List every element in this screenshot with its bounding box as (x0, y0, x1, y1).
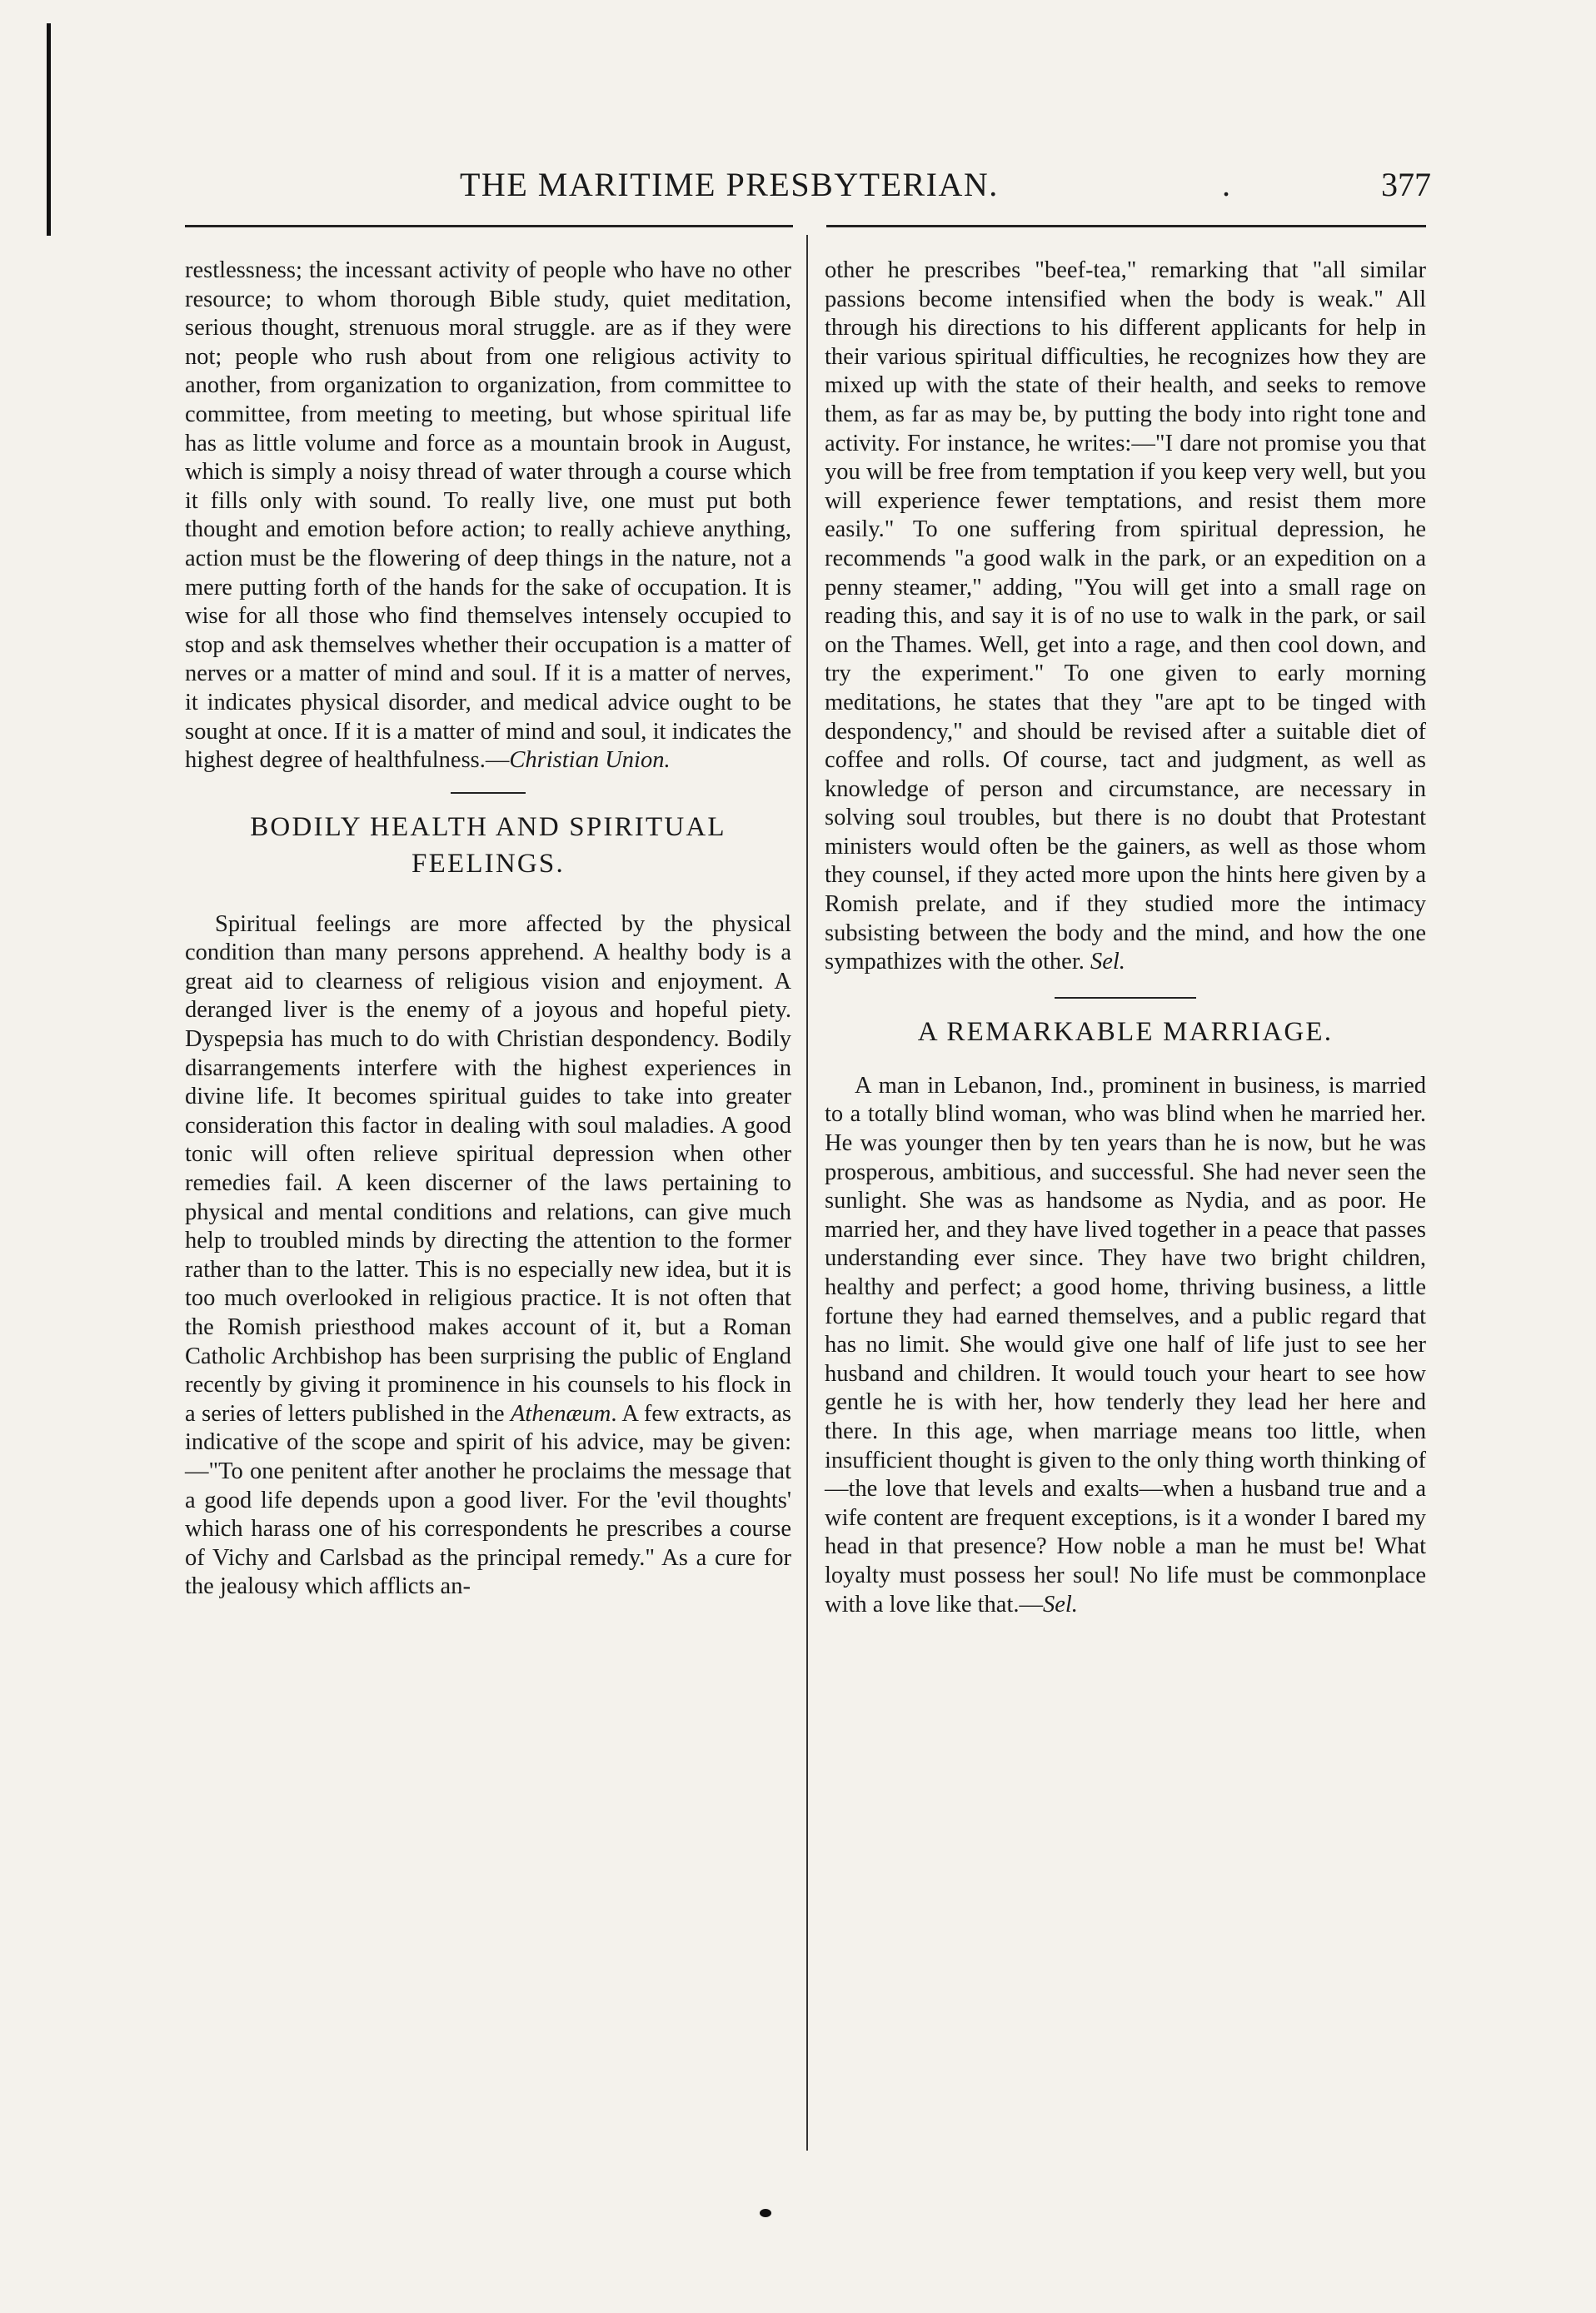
article-heading-line2: FEELINGS. (411, 848, 565, 879)
page-number: 377 (1381, 166, 1431, 203)
continued-text: restlessness; the incessant activity of people who have no other resource; to whom thorough Bible study, quiet meditation, serious thought, strenuous moral struggle. are as if they were not; people who rush about from one religious activity to another, from organization to organization, from committee to committee, from meeting to meeting, but whose spiritual life has as little volume and force as a mountain brook in August, which is simply a noisy thread of water through a course which it fills only with sound. To really live, one must put both thought and emotion before action; to really achieve anything, action must be the flowering of deep things in the nature, not a mere putting forth of the hands for the sake of occupation. It is wise for all those who find themselves intensely occupied to stop and ask themselves whether their occupation is a matter of nerves or a matter of mind and soul. If it is a matter of nerves, it indicates physical disorder, and medical advice ought to be sought at once. If it is a matter of mind and soul, it indicates the highest degree of healthfulness.— (185, 257, 791, 774)
footer-ornament (760, 2209, 771, 2217)
header-rule-right (826, 225, 1426, 227)
article-signoff: Sel. (1090, 949, 1125, 975)
column-divider (806, 235, 808, 2151)
section-rule (451, 792, 526, 794)
article-heading-line1: BODILY HEALTH AND SPIRITUAL (250, 811, 726, 842)
right-column (825, 257, 1426, 1619)
article-continuation (825, 257, 1426, 977)
header-separator: . (1222, 166, 1230, 203)
journal-title: THE MARITIME PRESBYTERIAN. (460, 166, 999, 203)
continued-paragraph (185, 257, 791, 775)
article-body-text: Spiritual feelings are more affected by the physical condition than many persons apprehend. A healthy body is a great aid to clearness of religious vision and enjoyment. A deranged liver is the enemy of a joyous and hopeful piety. Dyspepsia has much to do with Christian despondency. Bodily disarrangements interfere with the highest experiences in divine life. It becomes spiritual guides to take into greater consideration this factor in dealing with soul maladies. A good tonic will often relieve spiritual depression when other remedies fail. A keen discerner of the laws pertaining to physical and mental conditions and relations, can give much help to troubled minds by directing the attention to the former rather than to the latter. This is no especially new idea, but it is too much overlooked in religious practice. It is not often that the Romish priesthood makes account of it, but a Roman Catholic Archbishop has been surprising the public of England recently by giving it prominence in his counsels to his flock in a series of letters published in the (185, 910, 791, 1427)
article-body (185, 910, 791, 1602)
running-header (192, 165, 1441, 215)
article-continuation-text: other he prescribes "beef-tea," remarking that "all similar passions become intensified when the body is weak." All through his directions to his different applicants for help in their various spiritual difficulties, he recognizes how they are mixed up with the state of their health, and seeks to remove them, as far as may be, by putting the body into right tone and activity. For instance, he writes:—"I dare not promise you that you will be free from temptation if you keep very well, but you will experience fewer temptations, and resist them more easily." To one suffering from spiritual depression, he recommends "a good walk in the park, or an expedition on a penny steamer," adding, "You will get into a small rage on reading this, and say it is of no use to walk in the park, or sail on the Thames. Well, get into a rage, and then cool down, and try the experiment." To one given to early morning meditations, he states that they "are apt to be tinged with despondency," and should be revised after a suitable diet of coffee and rolls. Of course, tact and judgment, as well as knowledge of person and circumstance, are necessary in solving soul troubles, but there is no doubt that Protestant ministers would often be the gainers, as well as those whom they counsel, if they acted more upon the hints here given by a Romish prelate, and if they studied more the intimacy subsisting between the body and the mind, and how the one sympathizes with the other. (825, 257, 1426, 975)
article2-body (825, 1072, 1426, 1619)
continued-signoff: Christian Union. (509, 747, 671, 774)
section-rule-2 (1055, 997, 1196, 999)
article2-heading: A REMARKABLE MARRIAGE. (917, 1016, 1334, 1047)
margin-rule (47, 23, 51, 236)
left-column (185, 257, 791, 1602)
article2-signoff: Sel. (1042, 1591, 1078, 1618)
article-body-italic: Athenæum (511, 1400, 611, 1427)
header-rule-left (185, 225, 793, 227)
article-body-cont: . A few extracts, as indicative of the scope and spirit of his advice, may be given:—"To one penitent after another he proclaims the message that a good life depends upon a good liver. For the 'evil thoughts' which harass one of his correspondents he prescribes a course of Vichy and Carlsbad as the principal remedy." As a cure for the jealousy which afflicts an- (185, 1400, 791, 1600)
article-heading (185, 809, 791, 882)
article2-body-text: A man in Lebanon, Ind., prominent in business, is married to a totally blind woman, who was blind when he married her. He was younger then by ten years than he is now, but he was prosperous, ambitious, and successful. She had never seen the sunlight. She was as handsome as Nydia, and as poor. He married her, and they have lived together in a peace that passes understanding ever since. They have two bright children, healthy and perfect; a good home, thriving business, a little fortune they had earned themselves, and a public regard that has no limit. She would give one half of life just to see her husband and children. It would touch your heart to see how gentle he is with her, how tenderly they lead her here and there. In this age, when marriage means too little, when insufficient thought is given to the only thing worth thinking of—the love that levels and exalts—when a husband true and a wife content are frequent exceptions, is it a wonder I bared my head in that presence? How noble a man he must be! What loyalty must possess her soul! No life must be commonplace with a love like that.— (825, 1072, 1426, 1618)
